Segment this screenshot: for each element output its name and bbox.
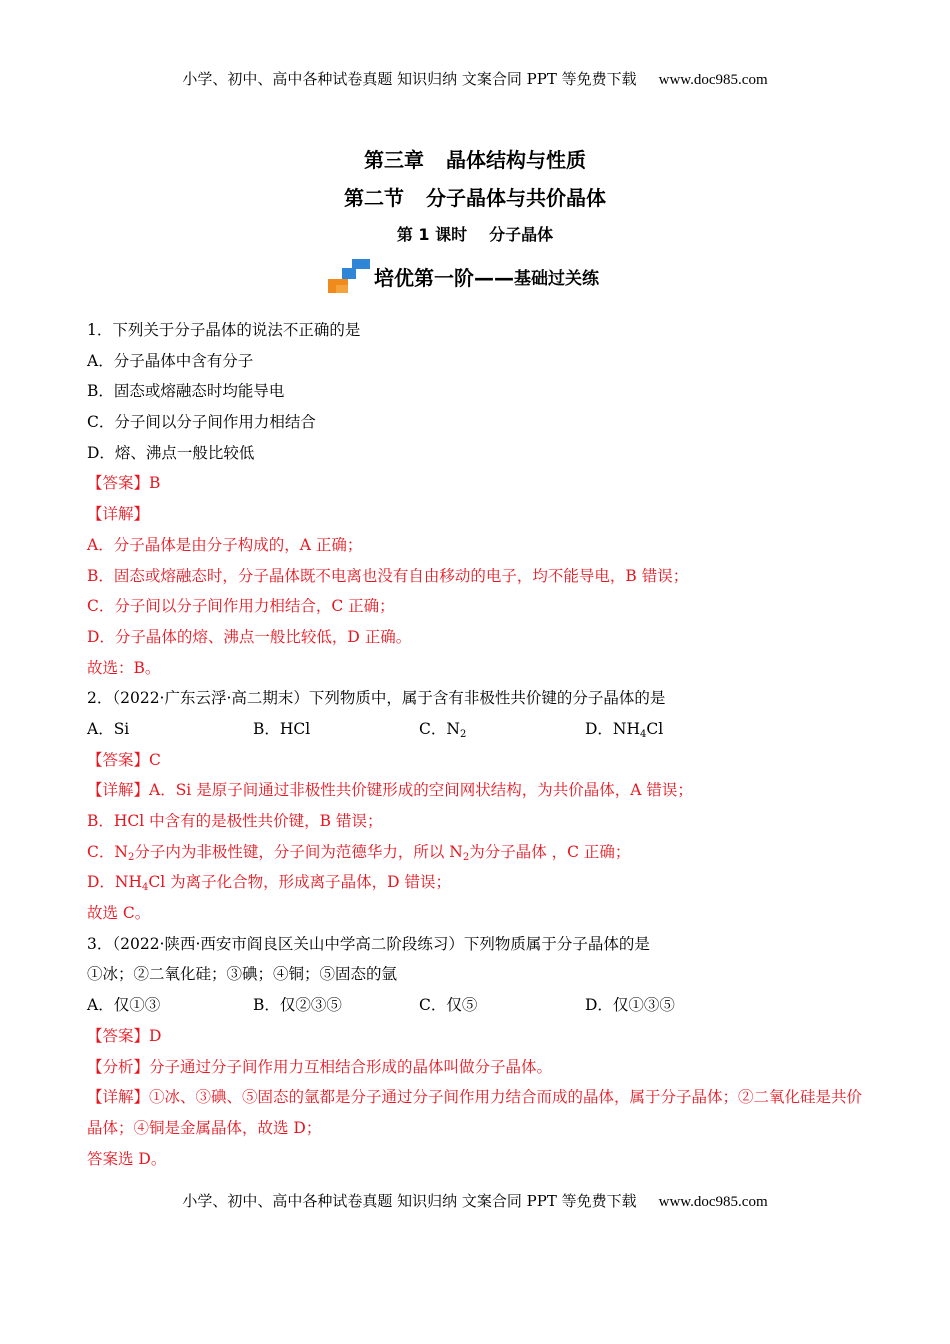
stairs-icon: [328, 259, 370, 293]
q1-detail-c: C．分子间以分子间作用力相结合，C 正确；: [87, 597, 395, 616]
q2-option-a: A．Si: [87, 719, 130, 738]
tier-main-label: 培优第一阶——: [374, 265, 514, 290]
q3-option-a: A．仅①③: [87, 996, 161, 1015]
chapter-title: [0, 144, 950, 173]
section-title: [0, 182, 950, 211]
q3-items: ①冰；②二氧化硅；③碘；④铜；⑤固态的氩: [87, 965, 398, 984]
q3-conclusion: 答案选 D。: [87, 1149, 167, 1168]
q2-detail-a: 【详解】A．Si 是原子间通过非极性共价键形成的空间网状结构，为共价晶体，A 错误；: [87, 781, 693, 800]
q2-answer: 【答案】C: [87, 750, 161, 769]
q3-option-d: D．仅①③⑤: [585, 996, 675, 1015]
q2-option-d: D．$NH_4Cl$: [585, 719, 664, 740]
q3-options: [87, 990, 867, 1021]
tier-sub-label: 基础过关练: [514, 268, 599, 289]
q1-detail-d: D．分子晶体的熔、沸点一般比较低，D 正确。: [87, 627, 412, 646]
q3-option-c: C．仅⑤: [419, 996, 478, 1015]
header-text: 小学、初中、高中各种试卷真题 知识归纳 文案合同 PPT 等免费下载: [182, 70, 637, 88]
q2-conclusion: 故选 C。: [87, 904, 151, 923]
q1-detail-b: B．固态或熔融态时，分子晶体既不电离也没有自由移动的电子，均不能导电，B 错误；: [87, 566, 689, 585]
section-name: 分子晶体与共价晶体: [426, 186, 606, 210]
q3-option-b: B．仅②③⑤: [253, 996, 342, 1015]
q3-answer: 【答案】D: [87, 1026, 162, 1045]
lesson-number: 第 1 课时: [396, 225, 468, 244]
q2-detail-d: D．$NH_4Cl$ 为离子化合物，形成离子晶体，D 错误；: [87, 873, 451, 894]
q1-detail-label: 【详解】: [87, 505, 150, 524]
q1-option-c: C．分子间以分子间作用力相结合: [87, 413, 316, 432]
q1-answer: 【答案】B: [87, 474, 161, 493]
page-header: [0, 68, 950, 89]
q2-option-b: B．HCl: [253, 719, 311, 738]
q3-detail: 【详解】①冰、③碘、⑤固态的氩都是分子通过分子间作用力结合而成的晶体，属于分子晶体；②二氧化硅是共价晶体；④铜是金属晶体，故选 D；: [87, 1088, 863, 1137]
footer-text: 小学、初中、高中各种试卷真题 知识归纳 文案合同 PPT 等免费下载: [182, 1192, 637, 1210]
q1-option-d: D．熔、沸点一般比较低: [87, 443, 255, 462]
q3-analysis: 【分析】分子通过分子间作用力互相结合形成的晶体叫做分子晶体。: [87, 1057, 553, 1076]
tier-heading: [328, 258, 599, 294]
header-url[interactable]: www.doc985.com: [658, 72, 768, 88]
q3-stem: 3．（2022·陕西·西安市阎良区关山中学高二阶段练习）下列物质属于分子晶体的是: [87, 934, 650, 953]
q2-detail-c: C．$N_2$分子内为非极性键，分子间为范德华力，所以 $N_2$为分子晶体 ，C 正确；: [87, 842, 631, 863]
q2-options: [87, 714, 867, 745]
chapter-number: 第三章: [364, 148, 424, 172]
chapter-name: 晶体结构与性质: [446, 148, 586, 172]
q2-stem: 2．（2022·广东云浮·高二期末）下列物质中，属于含有非极性共价键的分子晶体的是: [87, 689, 666, 708]
q1-stem: 1．下列关于分子晶体的说法不正确的是: [87, 321, 361, 339]
q2-detail-b: B．HCl 中含有的是极性共价键，B 错误；: [87, 812, 383, 830]
lesson-name: 分子晶体: [489, 225, 554, 244]
question-content: [87, 315, 867, 1174]
q1-option-a: A．分子晶体中含有分子: [87, 351, 254, 370]
lesson-title: [0, 222, 950, 245]
footer-url[interactable]: www.doc985.com: [658, 1194, 768, 1210]
q1-option-b: B．固态或熔融态时均能导电: [87, 382, 285, 401]
q1-conclusion: 故选：B。: [87, 658, 161, 677]
section-number: 第二节: [344, 186, 404, 210]
q1-detail-a: A．分子晶体是由分子构成的，A 正确；: [87, 535, 363, 554]
q2-option-c: C．$N_2$: [419, 719, 467, 740]
page-footer: [0, 1190, 950, 1211]
